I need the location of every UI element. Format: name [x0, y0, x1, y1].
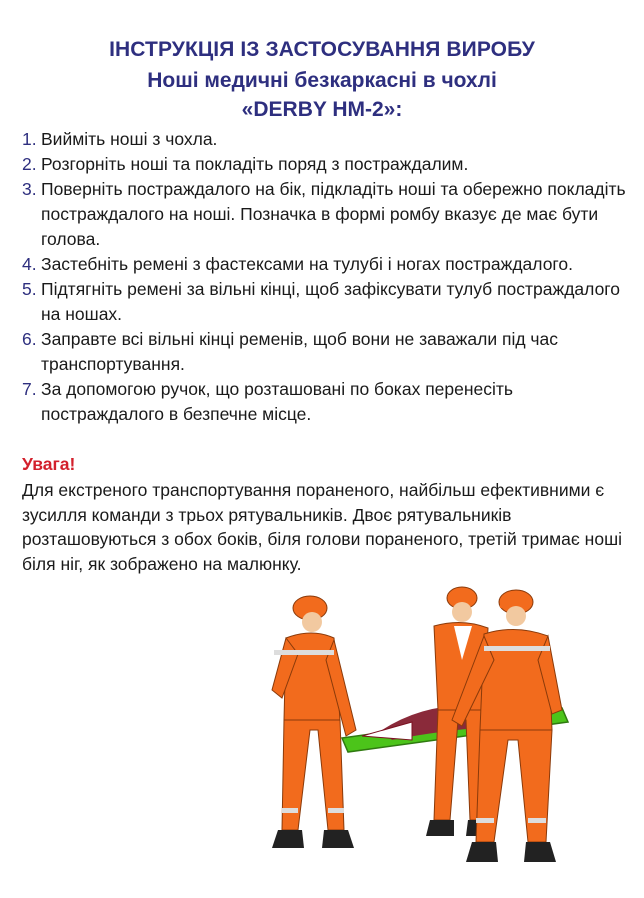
step-item — [22, 127, 632, 152]
step-text: Вийміть ноші з чохла. — [41, 129, 218, 149]
step-text: Поверніть постраждалого на бік, підкладіть ноші та обережно покладіть постраждалого на ноші. Позначка в формі ромбу вказує де має бути голова. — [41, 179, 626, 249]
rescuers-carrying-stretcher-icon — [262, 580, 582, 880]
step-text: Підтягніть ремені за вільні кінці, щоб зафіксувати тулуб постраждалого на ношах. — [41, 279, 621, 324]
step-item — [22, 177, 632, 252]
title-line-2: Ноші медичні безкаркасні в чохлі — [147, 69, 497, 92]
step-number: 5. — [22, 279, 37, 299]
warning-text: Для екстреного транспортування пораненого, найбільш ефективними є зусилля команди з трьох рятувальників. Двоє рятувальників розташовуються з обох боків, біля голови пораненого, третій тримає ноші біля ніг, як зображено на малюнку. — [22, 480, 622, 574]
step-text: Заправте всі вільні кінці ременів, щоб вони не заважали під час транспортування. — [41, 329, 559, 374]
step-text: Розгорніть ноші та покладіть поряд з постраждалим. — [41, 154, 469, 174]
step-item — [22, 252, 632, 277]
step-number: 1. — [22, 129, 37, 149]
step-text: За допомогою ручок, що розташовані по боках перенесіть постраждалого в безпечне місце. — [41, 379, 514, 424]
step-number: 2. — [22, 154, 37, 174]
warning-title: Увага! — [22, 454, 76, 474]
rescuer-left-icon — [272, 596, 356, 848]
step-number: 6. — [22, 329, 37, 349]
steps-list — [22, 127, 632, 427]
step-number: 4. — [22, 254, 37, 274]
step-item — [22, 327, 632, 377]
step-item — [22, 152, 632, 177]
step-item — [22, 277, 632, 327]
title-line-3: «DERBY НМ-2»: — [241, 98, 403, 121]
step-number: 7. — [22, 379, 37, 399]
step-number: 3. — [22, 179, 37, 199]
step-text: Застебніть ремені з фастексами на тулубі і ногах постраждалого. — [41, 254, 574, 274]
title-line-1: ІНСТРУКЦІЯ ІЗ ЗАСТОСУВАННЯ ВИРОБУ — [109, 38, 535, 61]
step-item — [22, 377, 632, 427]
